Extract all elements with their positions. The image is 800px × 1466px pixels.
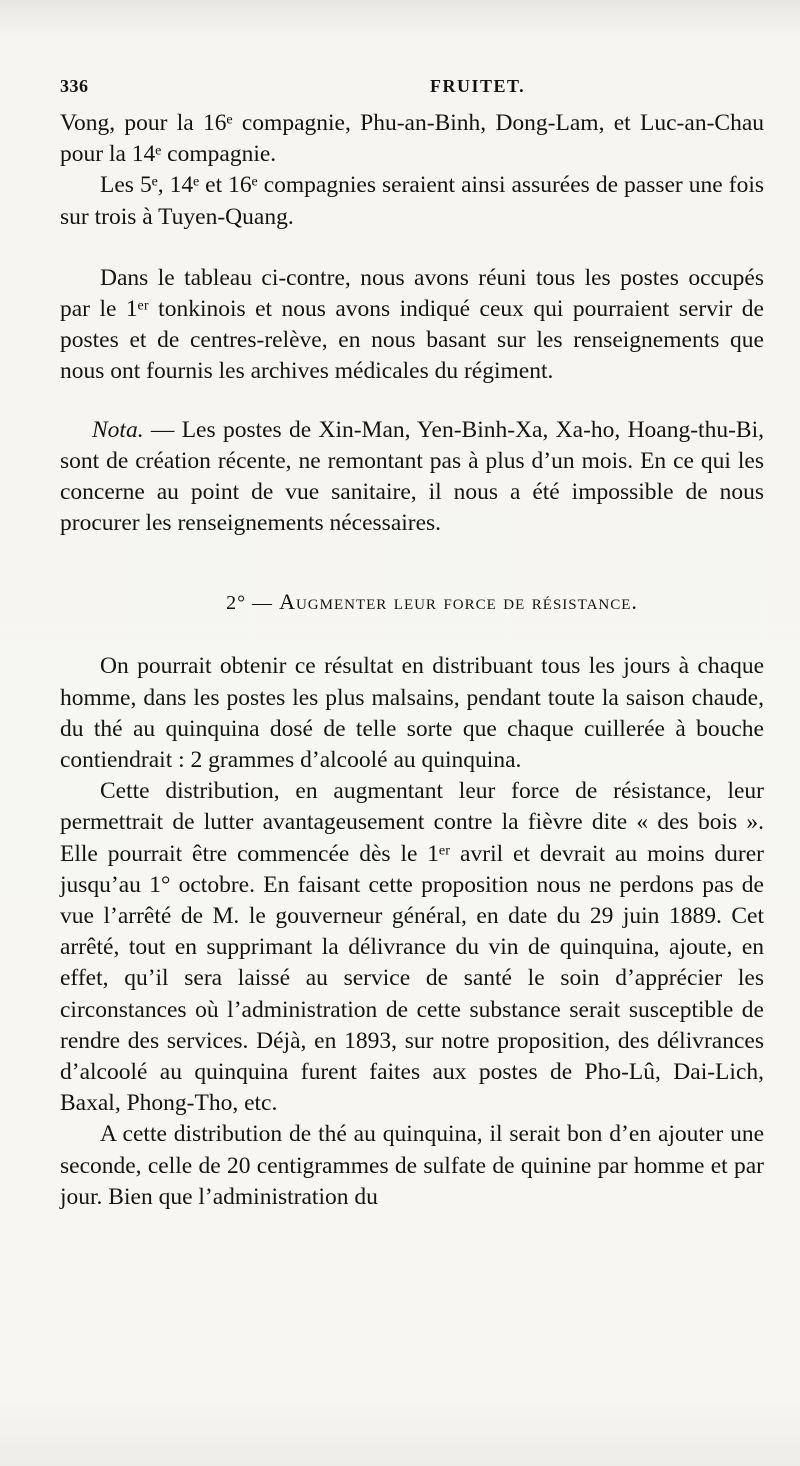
paragraph-distribution: Cette distribution, en augmentant leur force de résistance, leur permettrait de lutter avantageusement contre la fièvre dite « des bois ». Elle pourrait être commencée dès le 1ᵉʳ avril et devrait au moins durer jusqu’au 1° octobre. En faisant cette proposition nous ne perdons pas de vue l’arrêté de M. le gouverneur général, en date du 29 juin 1889. Cet arrêté, tout en supprimant la délivrance du vin de quinquina, ajoute, en effet, qu’il sera laissé au service de santé le soin d’apprécier les circonstances où l’administration de cette substance serait susceptible de rendre des services. Déjà, en 1893, sur notre proposition, des délivrances d’alcoolé au quinquina furent faites aux postes de Pho-Lû, Dai-Lich, Baxal, Phong-Tho, etc.: [60, 778, 764, 1117]
paragraph-tableau: Dans le tableau ci-contre, nous avons réuni tous les postes occupés par le 1ᵉʳ tonkinois et nous avons indiqué ceux qui pourraient servir de postes et de centres-relève, en nous basant sur les renseignements que nous ont fournis les archives médicales du régiment.: [60, 264, 764, 385]
paragraph-resultat: On pourrait obtenir ce résultat en distribuant tous les jours à chaque homme, dans les postes les plus malsains, pendant toute la saison chaude, du thé au quinquina dosé de telle sorte que chaque cuillerée à bouche contiendrait : 2 grammes d’alcoolé au quinquina.: [60, 653, 764, 774]
section-number: 2° —: [226, 592, 280, 615]
body-text: [60, 108, 764, 1213]
paragraph-nota: [60, 415, 764, 540]
paragraph-the-quinquina: A cette distribution de thé au quinquina, il serait bon d’en ajouter une seconde, celle de 20 centigrammes de sulfate de quinine par homme et par jour. Bien que l’administration du: [60, 1121, 764, 1210]
page-header: [60, 76, 760, 106]
running-head: FRUITET.: [430, 76, 526, 96]
nota-label: Nota.: [92, 416, 144, 443]
paragraph-continuation: Vong, pour la 16ᵉ compagnie, Phu-an-Binh, Dong-Lam, et Luc-an-Chau pour la 14ᵉ compagnie.: [60, 110, 764, 168]
page-number: 336: [60, 76, 89, 96]
nota-text: — Les postes de Xin-Man, Yen-Binh-Xa, Xa-ho, Hoang-thu-Bi, sont de création récente, ne remontant pas à plus d’un mois. En ce qui les concerne au point de vue sanitaire, il nous a été impossible de nous procurer les renseignements nécessaires.: [60, 416, 764, 537]
section-heading: [60, 589, 764, 615]
paragraph-companies: Les 5ᵉ, 14ᵉ et 16ᵉ compagnies seraient ainsi assurées de passer une fois sur trois à Tuyen-Quang.: [60, 172, 764, 230]
section-title: Augmenter leur force de résistance.: [279, 589, 638, 615]
